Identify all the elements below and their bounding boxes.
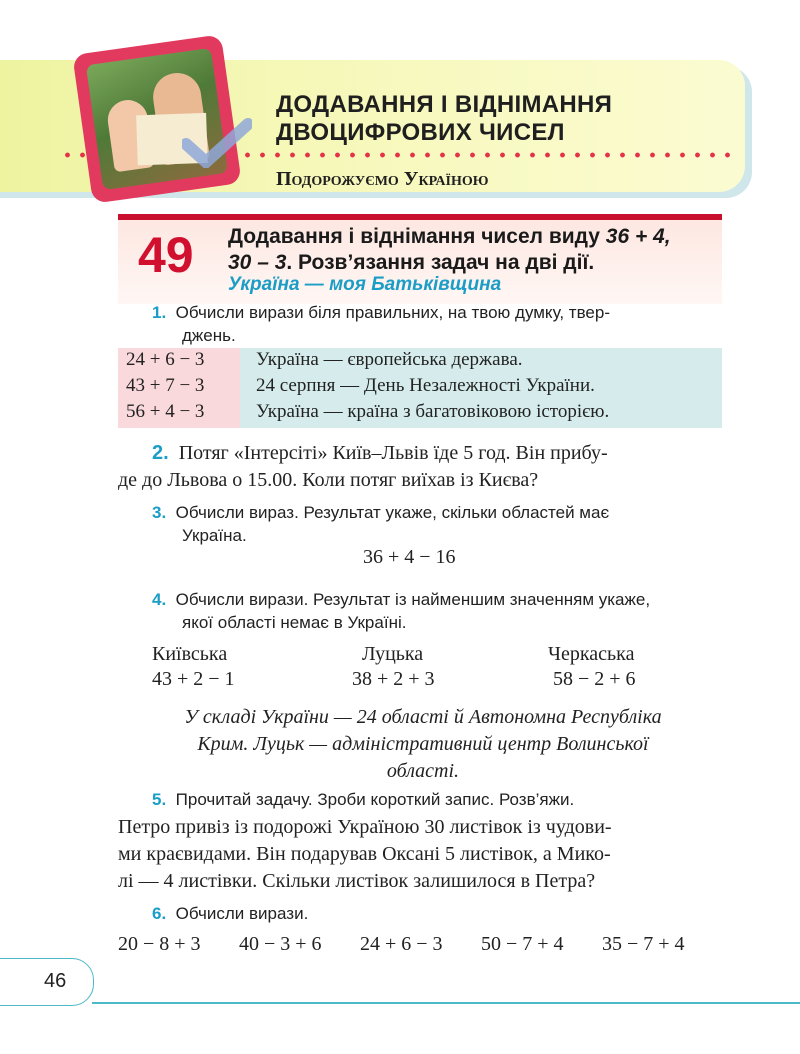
table-row-expr: 43 + 7 − 3 xyxy=(126,375,205,396)
task-6-expression: 50 − 7 + 4 xyxy=(481,933,564,955)
task-2-line2: де до Львова о 15.00. Коли потяг виїхав із Києва? xyxy=(118,469,539,491)
chapter-subtitle: Подорожуємо Україною xyxy=(276,168,489,190)
task-5-line2: ми краєвидами. Він подарував Оксані 5 листівок, а Мико- xyxy=(118,843,611,865)
task-5-problem xyxy=(118,814,738,895)
task-1-line1: Обчисли вирази біля правильних, на твою думку, твер- xyxy=(175,303,611,322)
table-row xyxy=(118,349,722,375)
task-5-number: 5. xyxy=(152,790,167,809)
task-3-expression: 36 + 4 − 16 xyxy=(363,546,456,568)
task-3-line2: Україна. xyxy=(182,526,247,545)
task-3 xyxy=(152,501,722,547)
checkmark-decoration-icon xyxy=(182,118,252,168)
info-note-line2: Крим. Луцьк — адміністративний центр Волинської xyxy=(197,733,649,755)
task-4 xyxy=(152,588,732,634)
task-1-line2: джень. xyxy=(182,326,236,345)
table-row xyxy=(118,375,722,401)
task-6-expression: 40 − 3 + 6 xyxy=(239,933,322,955)
chapter-title-line2: ДВОЦИФРОВИХ ЧИСЕЛ xyxy=(276,119,565,146)
lesson-title-part2: . Розв’язання задач на дві дії. xyxy=(286,251,595,274)
task-3-line1: Обчисли вираз. Результат укаже, скільки областей має xyxy=(175,503,610,522)
task-1 xyxy=(152,301,722,347)
footer-line xyxy=(92,1002,800,1004)
info-note-line1: У складі України — 24 області й Автономна Республіка xyxy=(184,706,662,728)
region-name: Луцька xyxy=(362,643,424,665)
task-5-line1: Петро привіз із подорожі Україною 30 листівок із чудови- xyxy=(118,816,612,838)
task-6-intro xyxy=(152,902,722,925)
region-expr: 43 + 2 − 1 xyxy=(152,668,235,690)
task-2 xyxy=(118,440,728,494)
task-6-expression: 20 − 8 + 3 xyxy=(118,933,201,955)
statements-table xyxy=(118,348,722,428)
task-6-instruction: Обчисли вирази. xyxy=(175,904,309,923)
chapter-title xyxy=(276,91,612,147)
table-row-expr: 24 + 6 − 3 xyxy=(126,349,205,370)
task-5-instruction: Прочитай задачу. Зроби короткий запис. Розв’яжи. xyxy=(175,790,575,809)
task-5-line3: лі — 4 листівки. Скільки листівок залишилося в Петра? xyxy=(118,870,596,892)
task-3-number: 3. xyxy=(152,503,167,522)
lesson-number: 49 xyxy=(138,227,194,283)
task-6-expression: 24 + 6 − 3 xyxy=(360,933,443,955)
task-1-number: 1. xyxy=(152,303,167,322)
table-row-text: 24 серпня — День Незалежності України. xyxy=(256,375,595,396)
task-4-line1: Обчисли вирази. Результат із найменшим значенням укаже, xyxy=(175,590,651,609)
lesson-title-part1: Додавання і віднімання чисел виду xyxy=(228,225,606,248)
region-name: Черкаська xyxy=(548,643,635,665)
page-number: 46 xyxy=(44,970,67,992)
task-6-number: 6. xyxy=(152,904,167,923)
table-row-expr: 56 + 4 − 3 xyxy=(126,401,205,422)
region-expr: 38 + 2 + 3 xyxy=(352,668,435,690)
region-expr: 58 − 2 + 6 xyxy=(553,668,636,690)
info-note-line3: області. xyxy=(386,760,460,782)
table-row-text: Україна — європейська держава. xyxy=(256,349,523,370)
lesson-subtitle: Україна — моя Батьківщина xyxy=(228,274,502,295)
info-note xyxy=(108,704,738,785)
task-2-line1: Потяг «Інтерсіті» Київ–Львів їде 5 год. Він прибу- xyxy=(178,442,608,464)
region-name: Київська xyxy=(152,643,228,665)
chapter-title-line1: ДОДАВАННЯ І ВІДНІМАННЯ xyxy=(276,91,613,118)
task-4-line2: якої області немає в Україні. xyxy=(182,613,407,632)
task-2-number: 2. xyxy=(152,442,169,464)
task-4-number: 4. xyxy=(152,590,167,609)
table-row-text: Україна — країна з багатовіковою історією. xyxy=(256,401,610,422)
lesson-title-expr1: 36 + 4, xyxy=(605,225,671,248)
task-6-expression: 35 − 7 + 4 xyxy=(602,933,685,955)
task-5-intro xyxy=(152,788,722,811)
lesson-title-expr2: 30 – 3 xyxy=(228,251,287,274)
table-row xyxy=(118,401,722,427)
lesson-title xyxy=(228,224,671,276)
